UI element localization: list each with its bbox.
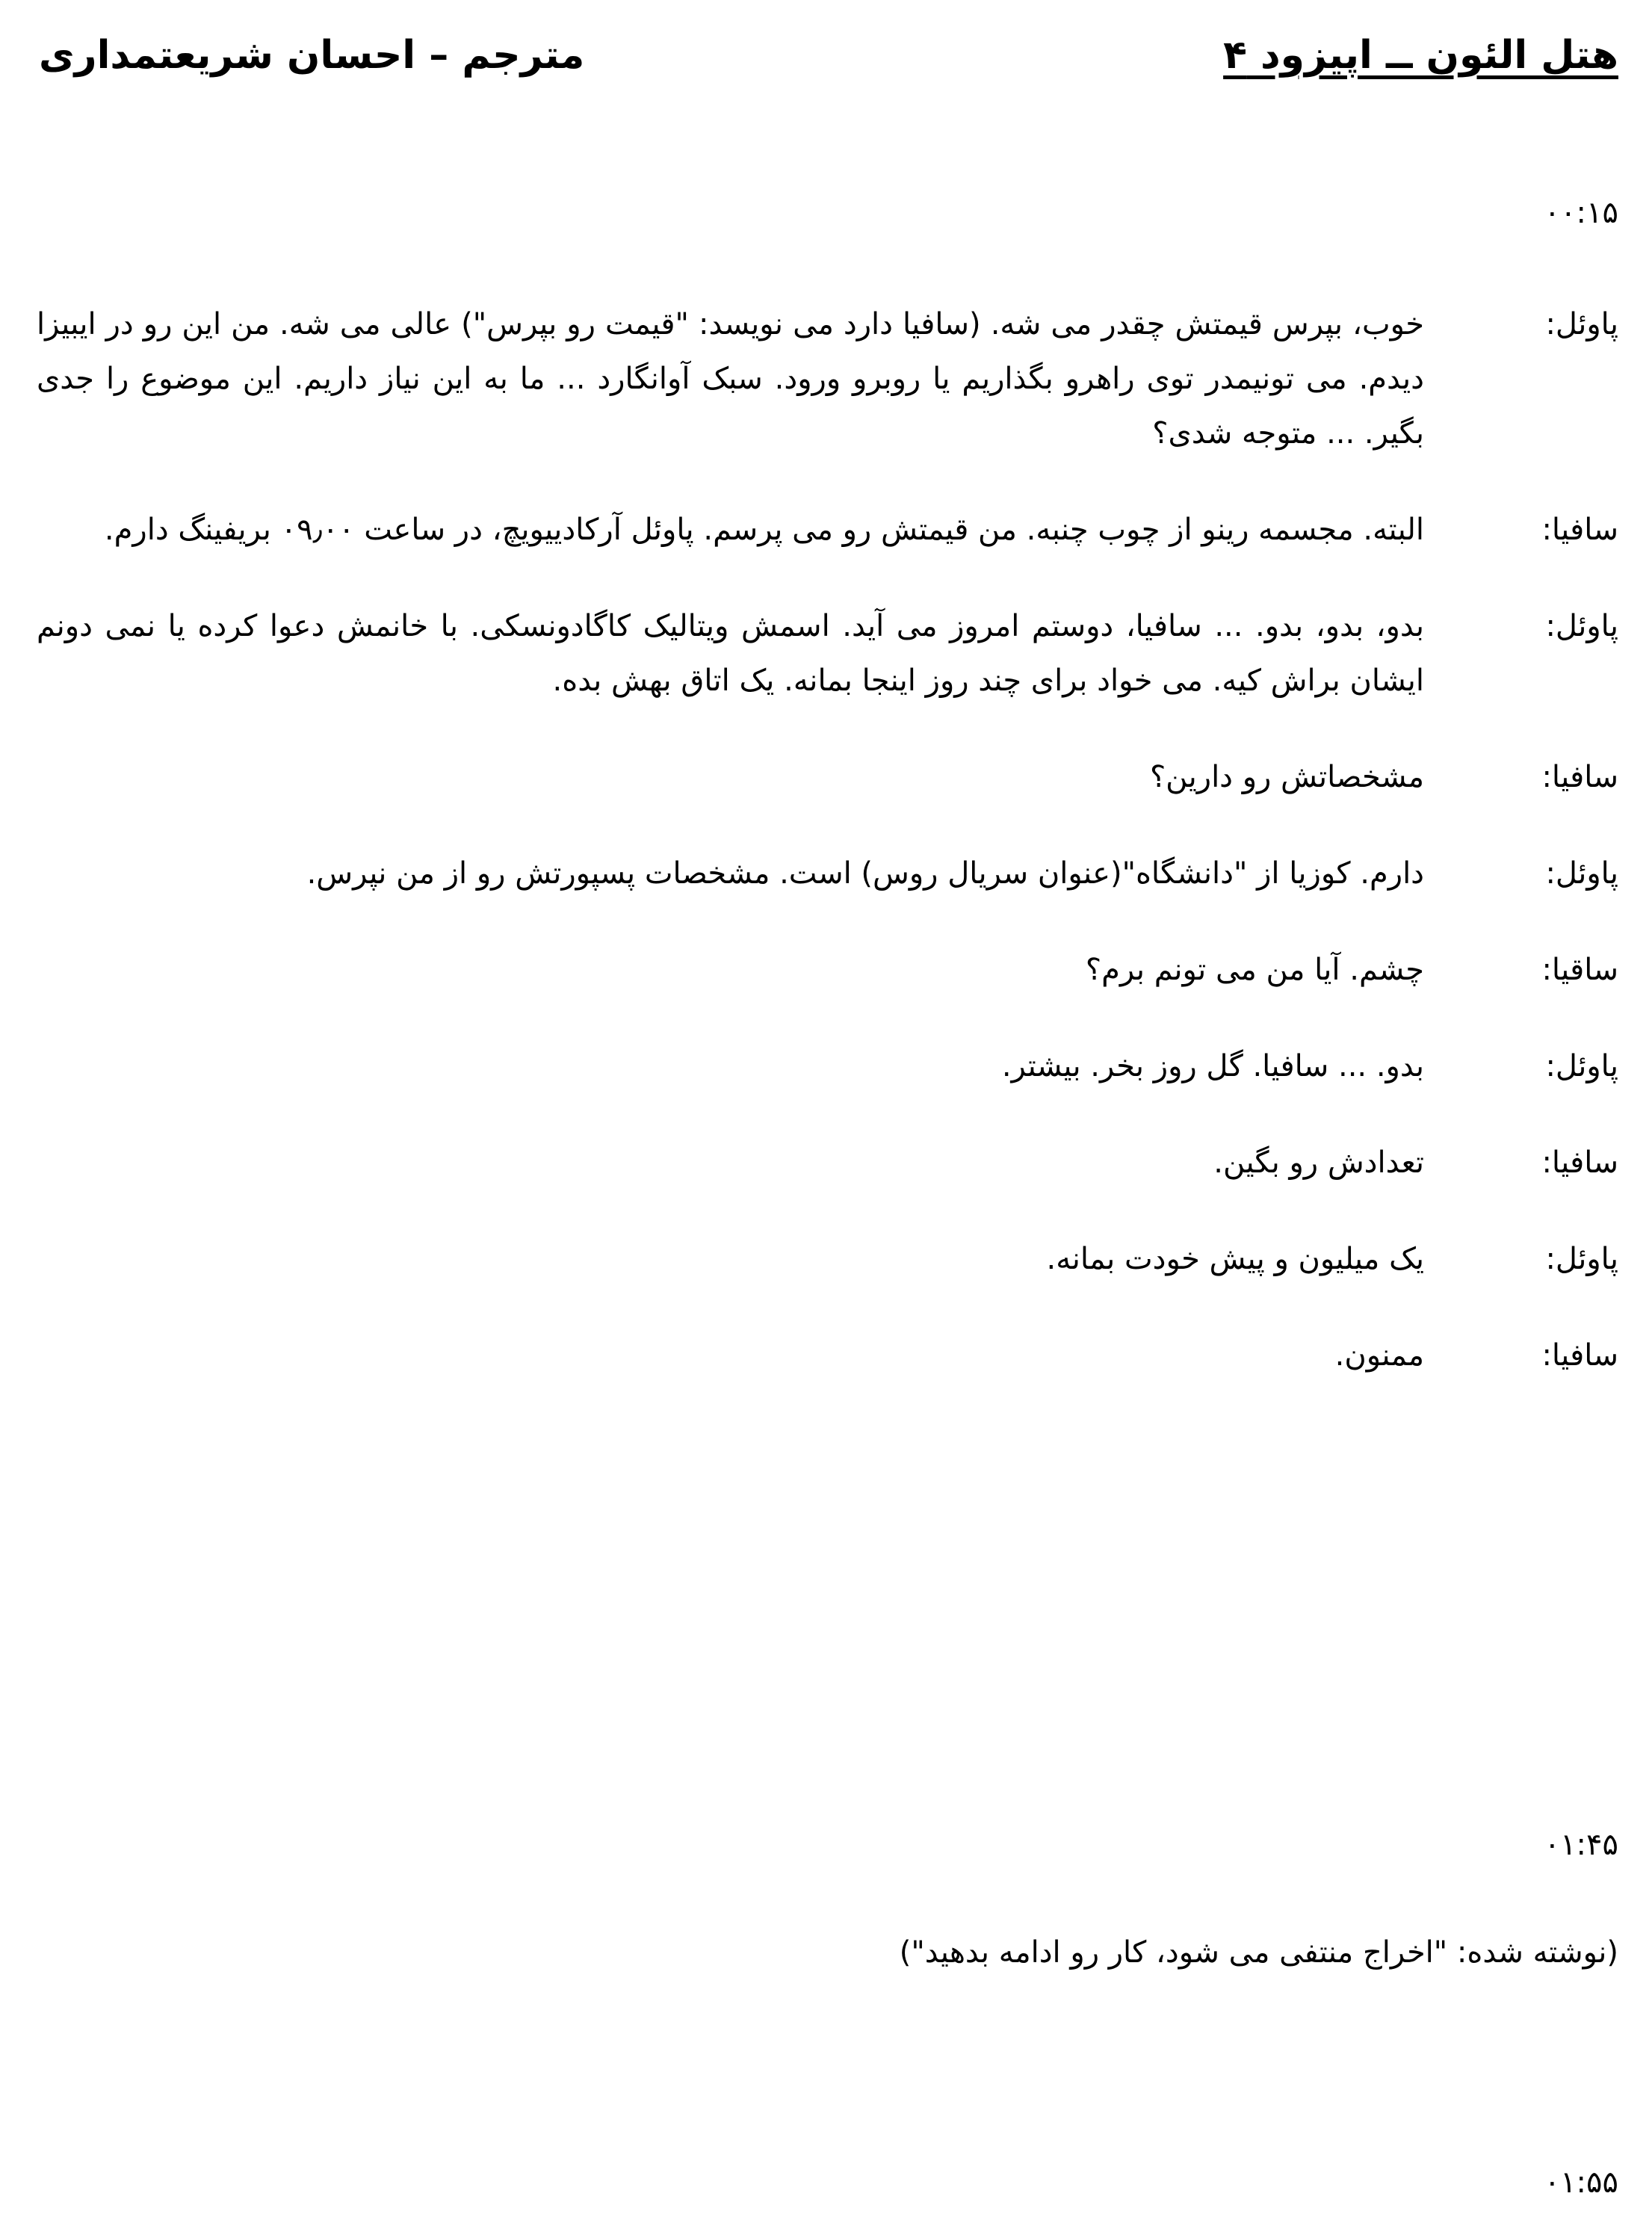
dialogue-line [37,297,1618,461]
translator-credit: مترجم – احسان شریعتمداری [39,33,585,78]
dialogue-text: ممنون. [1334,1338,1424,1373]
dialogue-text: تعدادش رو بگین. [1213,1145,1424,1180]
timestamp: ۰۱:۵۵ [1544,2165,1618,2200]
speaker-name: سافیا: [1541,1145,1618,1180]
timestamp: ۰۱:۴۵ [1544,1828,1618,1862]
dialogue-line [37,1039,1618,1094]
speaker-name: سافیا: [1541,1338,1618,1373]
speaker-name: پاوئل: [1545,856,1618,891]
dialogue-text: مشخصاتش رو دارین؟ [1149,760,1424,794]
dialogue-text: خوب، بپرس قیمتش چقدر می شه. (سافیا دارد می نویسد: "قیمت رو بپرس") عالی می شه. من این رو در ایبیزا دیدم. می تونیمدر توی راهرو بگذاریم یا روبرو ورود. سبک آوانگارد ... ما به این نیاز داریم. این موضوع را جدی بگیر. ... متوجه شدی؟ [37,307,1424,451]
dialogue-line [37,1329,1618,1383]
dialogue-text: یک میلیون و پیش خودت بمانه. [1046,1242,1424,1276]
episode-title: هتل الئون ــ اپیزود ۴ [1223,33,1618,78]
timestamp: ۰۰:۱۵ [1544,196,1618,230]
dialogue-text: بدو، بدو، بدو. ... سافیا، دوستم امروز می آید. اسمش ویتالیک کاگادونسکی. با خانمش دعوا کرده یا نمی دونم ایشان براش کیه. می خواد برای چند روز اینجا بمانه. یک اتاق بهش بده. [37,609,1424,698]
speaker-name: پاوئل: [1545,1242,1618,1276]
dialogue-line [37,750,1618,805]
dialogue-text: چشم. آیا من می تونم برم؟ [1085,953,1424,987]
dialogue-text: البته. مجسمه رینو از چوب چنبه. من قیمتش رو می پرسم. پاوئل آرکادییویچ، در ساعت ۰۹٫۰۰ بریفینگ دارم. [104,513,1424,547]
speaker-name: ساقیا: [1541,953,1618,987]
stage-note: (نوشته شده: "اخراج منتفی می شود، کار رو ادامه بدهید") [899,1935,1618,1970]
speaker-name: پاوئل: [1545,609,1618,643]
dialogue-line [37,943,1618,998]
speaker-name: سافیا: [1541,760,1618,794]
speaker-name: پاوئل: [1545,1049,1618,1083]
speaker-name: پاوئل: [1545,307,1618,341]
dialogue-line [37,1232,1618,1287]
speaker-name: سافیا: [1541,513,1618,547]
dialogue-text: دارم. کوزیا از "دانشگاه"(عنوان سریال روس) است. مشخصات پسپورتش رو از من نپرس. [306,856,1424,891]
dialogue-line [37,847,1618,901]
dialogue-line [37,599,1618,708]
dialogue-line [37,503,1618,557]
dialogue-line [37,1136,1618,1190]
dialogue-block [37,297,1618,1383]
dialogue-text: بدو. ... سافیا. گل روز بخر. بیشتر. [1001,1049,1424,1083]
